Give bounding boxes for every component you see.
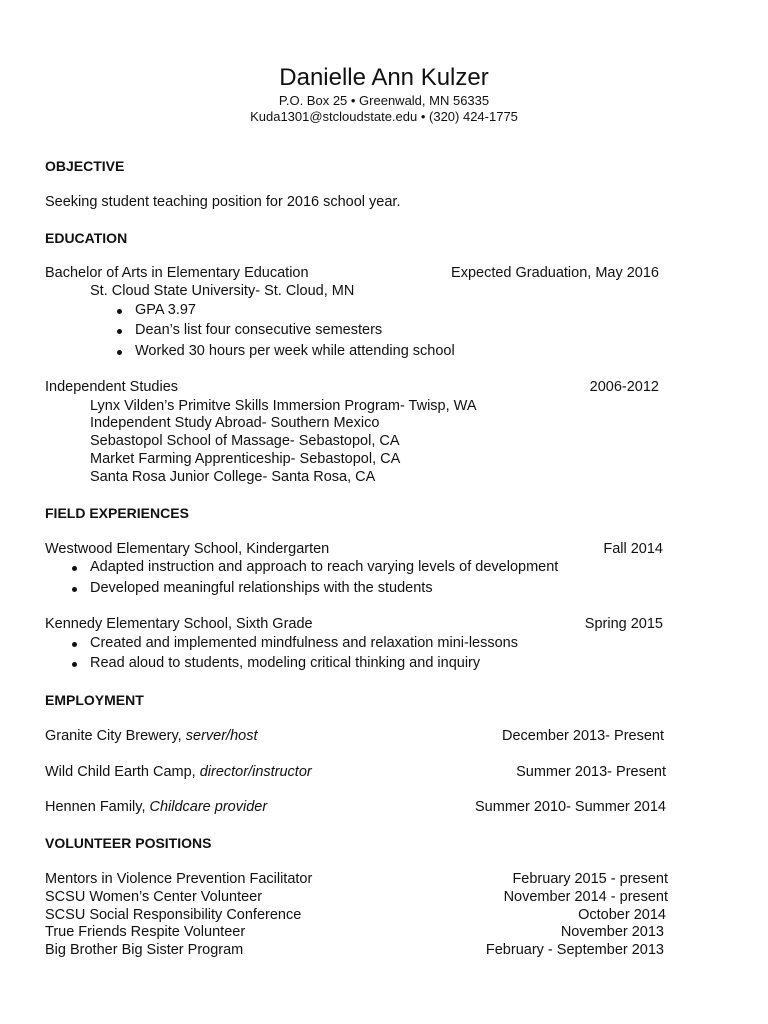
volunteer-title: Mentors in Violence Prevention Facilitator <box>45 871 313 887</box>
field-bullet: Created and implemented mindfulness and relaxation mini-lessons <box>90 635 518 651</box>
employment-entry <box>45 800 267 815</box>
bullet-dot <box>72 566 77 571</box>
volunteer-title: SCSU Women’s Center Volunteer <box>45 889 263 905</box>
field-bullet: Read aloud to students, modeling critical thinking and inquiry <box>90 655 481 671</box>
bullet-dot <box>117 350 122 355</box>
employment-role: director/instructor <box>199 764 312 780</box>
employment-date: Summer 2010- Summer 2014 <box>475 799 666 815</box>
employment-role: server/host <box>185 728 258 744</box>
bullet-dot <box>72 587 77 592</box>
employment-date: Summer 2013- Present <box>516 764 666 780</box>
study-item: Independent Study Abroad- Southern Mexico <box>90 415 380 431</box>
education-bullet: GPA 3.97 <box>135 302 196 318</box>
study-item: Lynx Vilden’s Primitve Skills Immersion Program- Twisp, WA <box>90 398 477 414</box>
objective-text: Seeking student teaching position for 2016 school year. <box>45 194 401 210</box>
study-item: Sebastopol School of Massage- Sebastopol, CA <box>90 433 400 449</box>
address-line: P.O. Box 25 • Greenwald, MN 56335 <box>278 93 490 108</box>
field-title: Westwood Elementary School, Kindergarten <box>45 541 330 557</box>
school-name: St. Cloud State University- St. Cloud, MN <box>90 283 355 299</box>
degree-title: Bachelor of Arts in Elementary Education <box>45 265 309 281</box>
volunteer-title: True Friends Respite Volunteer <box>45 924 246 940</box>
volunteer-date: November 2014 - present <box>503 889 668 905</box>
bullet-dot <box>117 329 122 334</box>
employment-entry <box>45 729 257 744</box>
field-date: Fall 2014 <box>603 541 663 557</box>
studies-title: Independent Studies <box>45 379 179 395</box>
field-heading: FIELD EXPERIENCES <box>45 505 189 521</box>
volunteer-date: February 2015 - present <box>512 871 668 887</box>
volunteer-date: February - September 2013 <box>485 942 664 958</box>
employment-date: December 2013- Present <box>502 728 664 744</box>
volunteer-title: SCSU Social Responsibility Conference <box>45 907 302 923</box>
employer-name: Hennen Family, <box>45 799 150 815</box>
education-bullet: Worked 30 hours per week while attending school <box>135 343 455 359</box>
study-item: Market Farming Apprenticeship- Sebastopol, CA <box>90 451 401 467</box>
bullet-dot <box>117 309 122 314</box>
volunteer-date: October 2014 <box>578 907 666 923</box>
education-heading: EDUCATION <box>45 230 128 246</box>
studies-date: 2006-2012 <box>589 379 659 395</box>
bullet-dot <box>72 662 77 667</box>
employment-entry <box>45 765 312 780</box>
education-bullet: Dean’s list four consecutive semesters <box>135 322 383 338</box>
employment-role: Childcare provider <box>149 799 268 815</box>
volunteer-heading: VOLUNTEER POSITIONS <box>45 835 212 851</box>
bullet-dot <box>72 642 77 647</box>
field-date: Spring 2015 <box>584 616 663 632</box>
resume-name: Danielle Ann Kulzer <box>279 64 489 91</box>
contact-line: Kuda1301@stcloudstate.edu • (320) 424-1775 <box>250 109 518 124</box>
field-bullet: Adapted instruction and approach to reach varying levels of development <box>90 559 559 575</box>
volunteer-title: Big Brother Big Sister Program <box>45 942 244 958</box>
objective-heading: OBJECTIVE <box>45 158 125 174</box>
field-title: Kennedy Elementary School, Sixth Grade <box>45 616 313 632</box>
employer-name: Granite City Brewery, <box>45 728 186 744</box>
degree-date: Expected Graduation, May 2016 <box>451 265 659 281</box>
study-item: Santa Rosa Junior College- Santa Rosa, CA <box>90 469 376 485</box>
employment-heading: EMPLOYMENT <box>45 692 144 708</box>
field-bullet: Developed meaningful relationships with the students <box>90 580 433 596</box>
employer-name: Wild Child Earth Camp, <box>45 764 200 780</box>
volunteer-date: November 2013 <box>560 924 664 940</box>
